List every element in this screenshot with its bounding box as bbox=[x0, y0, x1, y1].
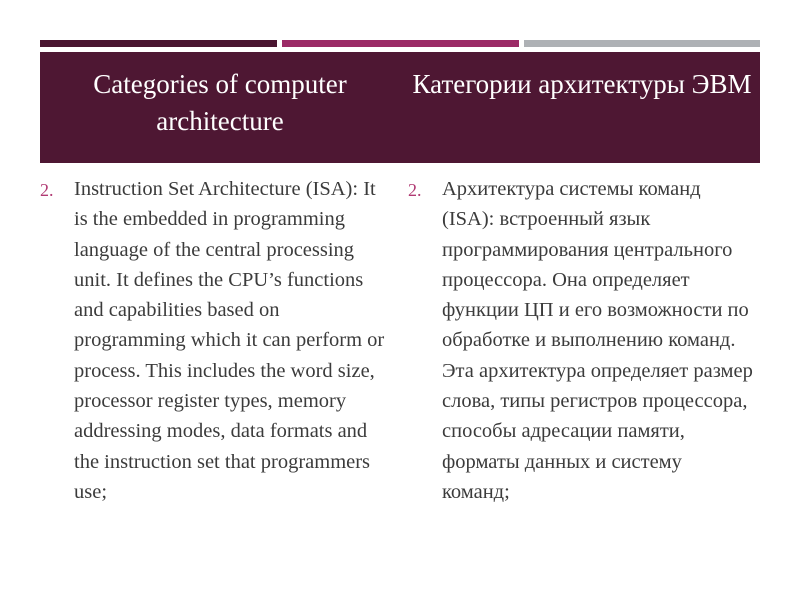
list-item-english bbox=[40, 174, 385, 507]
accent-bar-dark bbox=[40, 40, 277, 47]
list-item-text: Instruction Set Architecture (ISA): It is the embedded in programming language of the central processing unit. It defines the CPU’s functions and capabilities based on programming which it can perform or process. This includes the word size, processor register types, memory addressing modes, data formats and the instruction set that programmers use; bbox=[74, 178, 385, 503]
title-english: Categories of computer architecture bbox=[93, 69, 347, 136]
list-item-russian bbox=[408, 174, 753, 507]
accent-bar-magenta bbox=[282, 40, 519, 47]
title-band bbox=[40, 52, 760, 163]
title-russian: Категории архитектуры ЭВМ bbox=[412, 69, 752, 99]
list-number: 2. bbox=[408, 180, 422, 200]
list-number: 2. bbox=[40, 180, 54, 200]
list-item-text: Архитектура системы команд (ISA): встроенный язык программирования центрального процессора. Она определяет функции ЦП и его возможности по обработке и выполнению команд. Эта архитектура определяет размер слова, типы регистров процессора, способы адресации памяти, форматы данных и систему команд; bbox=[442, 178, 753, 503]
accent-bar-gray bbox=[524, 40, 760, 47]
